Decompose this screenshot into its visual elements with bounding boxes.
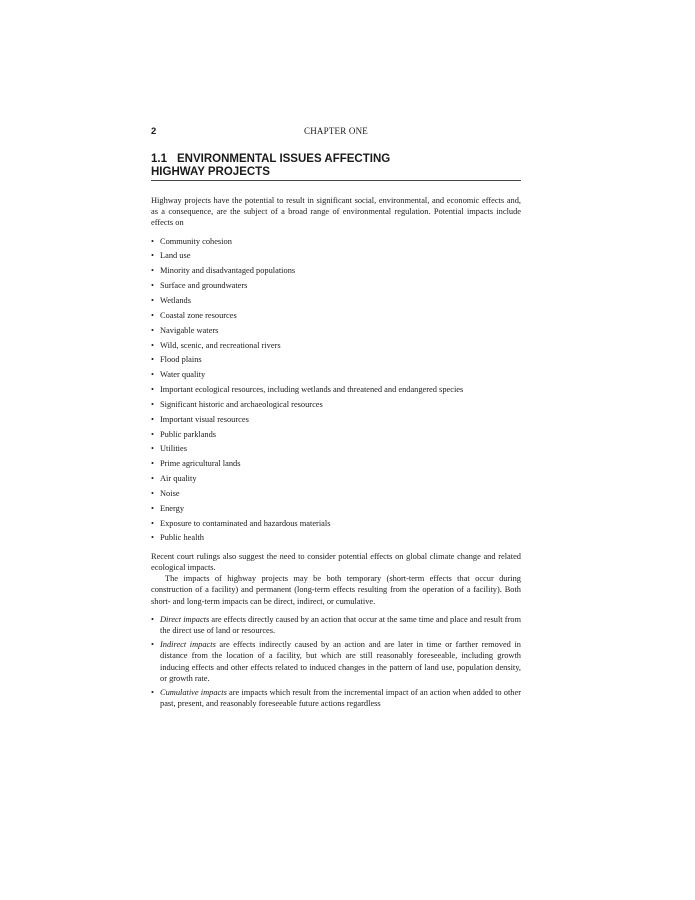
impact-term: Direct impacts [160,614,210,624]
section-title-line1: ENVIRONMENTAL ISSUES AFFECTING [177,153,391,165]
page-header [151,126,521,140]
list-item: • Energy [151,503,185,513]
bullet-icon: • [151,251,154,261]
list-item: • Flood plains [151,355,202,365]
section-heading [151,153,521,181]
list-item: • Surface and groundwaters [151,281,248,291]
bullet-icon: • [151,295,154,305]
bullet-icon: • [151,444,154,454]
bullet-icon: • [151,325,154,335]
body-text [151,195,521,712]
list-item: • Wetlands [151,295,191,305]
list-item: • Utilities [151,444,187,454]
bullet-icon: • [151,429,154,439]
section-number: 1.1 [151,153,167,165]
bullet-icon: • [151,310,154,320]
list-item: • Important ecological resources, including wetlands and threatened and endangered species [151,385,464,395]
bullet-icon: • [151,503,154,513]
bullet-icon: • [151,399,154,409]
list-item: • Navigable waters [151,325,219,335]
list-item: • Public parklands [151,429,217,439]
bullet-icon: • [151,266,154,276]
issues-list [151,236,521,544]
running-head: CHAPTER ONE [304,126,368,136]
list-item: • Noise [151,488,180,498]
bullet-icon: • [151,459,154,469]
intro-paragraph: Highway projects have the potential to result in significant social, environmental, and economic effects and, as a consequence, are the subject of a broad range of environmental regulation. Potential impacts include effects on [151,196,521,228]
bullet-icon: • [151,614,154,624]
list-item [151,639,521,684]
impact-definition: are effects indirectly caused by an action and are later in time or farther removed in distance from the location of a facility, but which are still reasonably foreseeable, including growth inducing effects and other effects related to induced changes in the pattern of land use, population density, or growth rate. [160,640,521,683]
list-item: • Important visual resources [151,414,249,424]
list-item: • Public health [151,533,204,543]
bullet-icon: • [151,640,154,650]
bullet-icon: • [151,533,154,543]
list-item [151,687,521,709]
impact-definition: are impacts which result from the incremental impact of an action when added to other past, present, and reasonably foreseeable future actions regardless [160,687,521,709]
impact-definition: are effects directly caused by an action that occur at the same time and place and result from the direct use of land or resources. [160,614,521,635]
bullet-icon: • [151,236,154,246]
impact-term: Cumulative impacts [160,687,227,697]
bullet-icon: • [151,370,154,380]
bullet-icon: • [151,340,154,350]
list-item: • Land use [151,251,191,261]
list-item: • Prime agricultural lands [151,459,241,469]
list-item [151,614,521,636]
impact-term: Indirect impacts [160,640,216,650]
bullet-icon: • [151,414,154,424]
bullet-icon: • [151,687,154,697]
list-item: • Wild, scenic, and recreational rivers [151,340,281,350]
list-item: • Minority and disadvantaged populations [151,266,296,276]
bullet-icon: • [151,385,154,395]
bullet-icon: • [151,355,154,365]
impact-types-list [151,614,521,710]
list-item: • Coastal zone resources [151,310,237,320]
bullet-icon: • [151,281,154,291]
section-title-line2: HIGHWAY PROJECTS [151,166,270,178]
bullet-icon: • [151,518,154,528]
list-item: • Significant historic and archaeological resources [151,399,323,409]
list-item: • Exposure to contaminated and hazardous materials [151,518,331,528]
impacts-paragraph: The impacts of highway projects may be both temporary (short-term effects that occur during construction of a facility) and permanent (long-term effects resulting from the operation of a facility). Both short- and long-term impacts can be direct, indirect, or cumulative. [151,574,521,606]
list-item: • Water quality [151,370,206,380]
list-item: • Community cohesion [151,236,232,246]
bullet-icon: • [151,488,154,498]
climate-paragraph: Recent court rulings also suggest the need to consider potential effects on global climate change and related ecological impacts. [151,551,521,572]
bullet-icon: • [151,474,154,484]
list-item: • Air quality [151,474,197,484]
page-number: 2 [151,126,157,137]
